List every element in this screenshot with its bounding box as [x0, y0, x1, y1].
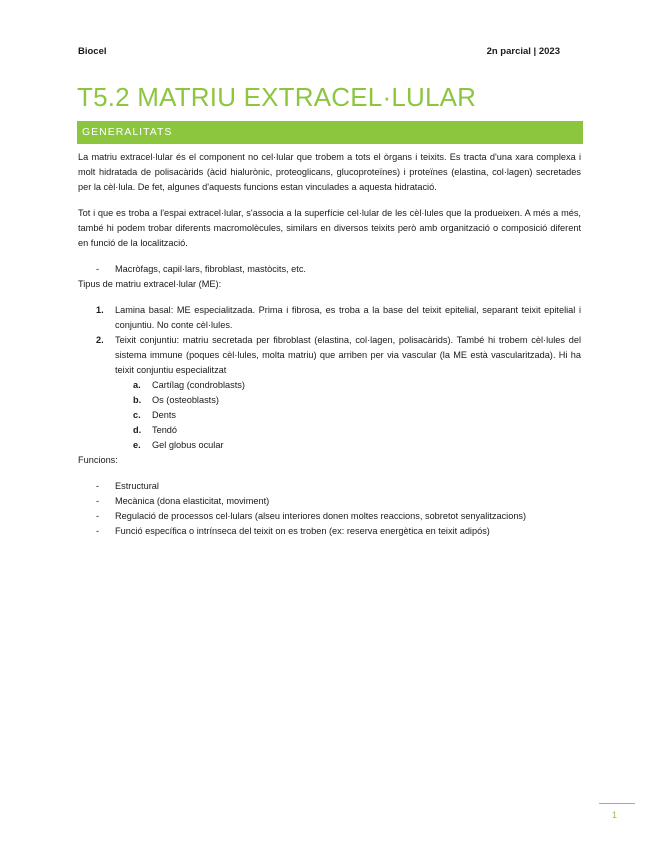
list-letter: e. [133, 440, 141, 450]
footer-divider [599, 803, 635, 804]
list-text: Dents [152, 410, 177, 420]
functions-list [78, 479, 581, 539]
paragraph-1: La matriu extracel·lular és el component no cel·lular que trobem a tots el òrgans i teixits. Es tracta d'una xara complexa i molt hidratada de polisacàrids (àcid hialurònic, proteoglicans, glucoproteïnes) i proteïnes (elastina, col·lagen) secretades per la cèl·lula. De fet, algunes d'aquests funcions estan vinculades a aquesta hidratació. [78, 152, 581, 192]
types-list [78, 303, 581, 453]
list-item: - Mecànica (dona elasticitat, moviment) [78, 494, 581, 509]
list-item [78, 303, 581, 333]
list-item [115, 378, 581, 393]
header-course: Biocel [78, 46, 107, 57]
list-item [115, 423, 581, 438]
list-letter: c. [133, 410, 141, 420]
list-letter: d. [133, 425, 142, 435]
cell-list [78, 262, 581, 277]
list-text: Tendó [152, 425, 178, 435]
list-item [115, 408, 581, 423]
paragraph-2: Tot i que es troba a l'espai extracel·lular, s'associa a la superfície cel·lular de les cèl·lules que la produeixen. A més a més, també hi podem trobar diferents macromolècules, similars en diversos teixits però amb organització o composició diferent en funció de la localització. [78, 208, 581, 248]
content-body [78, 150, 581, 539]
page-title: T5.2 MATRIU EXTRACEL·LULAR [77, 82, 477, 112]
list-text: Lamina basal: ME especialitzada. Prima i fibrosa, es troba a la base del teixit epitelial, separant teixit epitelial i conjuntiu. No conte cèl·lules. [115, 305, 581, 330]
functions-label: Funcions: [78, 455, 118, 465]
list-item: - Regulació de processos cel·lulars (alseu interiores donen moltes reaccions, sobretot senyalitzacions) [78, 509, 581, 524]
list-item [115, 438, 581, 453]
subtypes-list [115, 378, 581, 453]
list-item: - Funció específica o intrínseca del teixit on es troben (ex: reserva energètica en teixit adipós) [78, 524, 581, 539]
list-text: Cartílag (condroblasts) [152, 380, 245, 390]
list-item [78, 333, 581, 453]
list-letter: a. [133, 380, 141, 390]
list-item: - Estructural [78, 479, 581, 494]
list-text: Teixit conjuntiu: matriu secretada per fibroblast (elastina, col·lagen, polisacàrids). També hi trobem cèl·lules del sistema immune (poques cèl·lules, molta matriu) que arriben per via vascular (la ME està vascularitzada). Hi ha teixit conjuntiu especialitzat [115, 335, 581, 375]
list-text: Gel globus ocular [152, 440, 224, 450]
list-number: 2. [96, 335, 104, 345]
section-heading: GENERALITATS [77, 121, 583, 144]
list-number: 1. [96, 305, 104, 315]
types-label: Tipus de matriu extracel·lular (ME): [78, 279, 222, 289]
page-number: 1 [612, 810, 618, 820]
list-item [115, 393, 581, 408]
list-text: Os (osteoblasts) [152, 395, 219, 405]
header-term: 2n parcial | 2023 [486, 46, 560, 57]
list-letter: b. [133, 395, 142, 405]
list-item: - Macròfags, capil·lars, fibroblast, mastòcits, etc. [78, 262, 581, 277]
